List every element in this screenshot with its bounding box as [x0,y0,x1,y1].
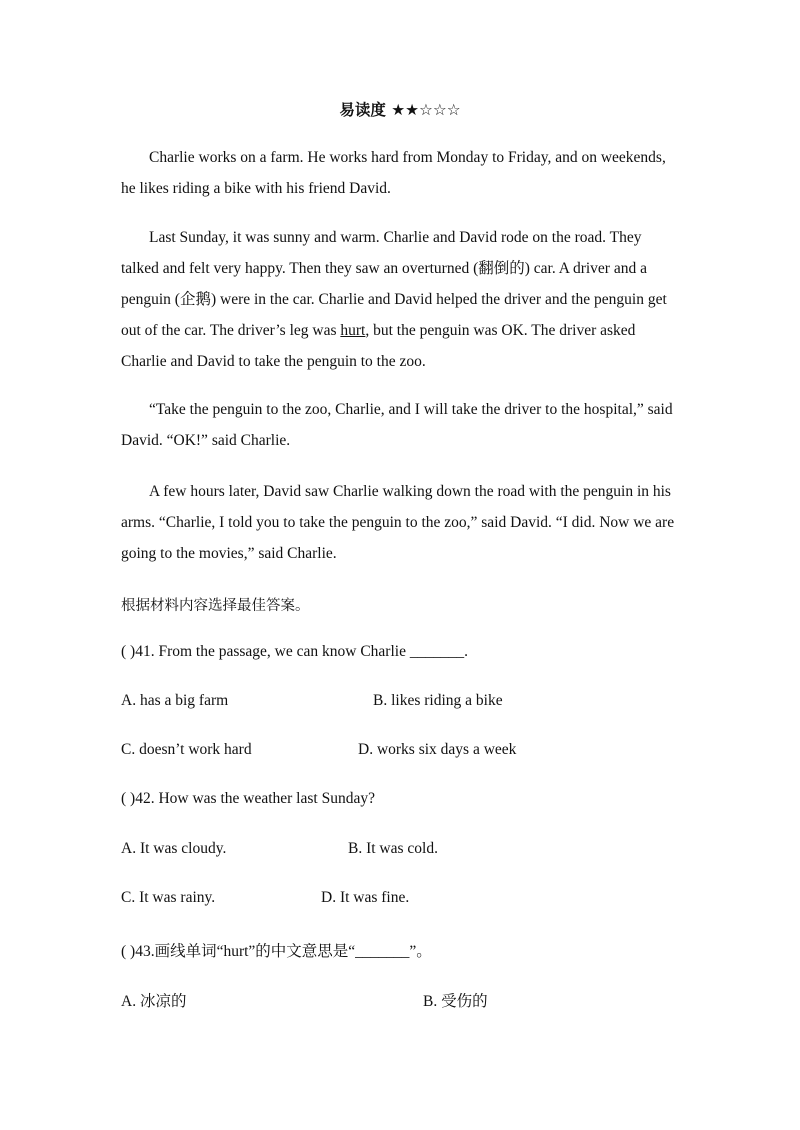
readability-title: 易读度 ★★☆☆☆ [339,101,461,119]
question-43-stem: ( )43.画线单词“hurt”的中文意思是“_______”。 [121,943,432,960]
question-41-option-a[interactable]: A. has a big farm [121,692,229,709]
passage-paragraph-2 [121,222,681,377]
question-43-option-b[interactable]: B. 受伤的 [423,993,488,1010]
question-41-option-c[interactable]: C. doesn’t work hard [121,741,252,758]
instruction-text: 根据材料内容选择最佳答案。 [121,598,310,614]
question-41-stem: ( )41. From the passage, we can know Charlie _______. [121,643,468,660]
question-42-option-c[interactable]: C. It was rainy. [121,889,216,906]
question-41-option-b[interactable]: B. likes riding a bike [373,692,503,709]
passage-paragraph-4 [121,476,681,569]
paragraph-2-text-after: , but the penguin was OK. The driver asked Charlie and David to take the penguin to the zoo. [121,322,636,370]
passage-paragraph-3 [121,394,681,456]
question-41-option-d[interactable]: D. works six days a week [358,741,517,758]
underlined-word-hurt: hurt [340,322,366,339]
question-42-option-b[interactable]: B. It was cold. [348,840,438,857]
question-42-option-a[interactable]: A. It was cloudy. [121,840,227,857]
paragraph-3-text: “Take the penguin to the zoo, Charlie, and I will take the driver to the hospital,” said David. “OK!” said Charlie. [121,401,673,449]
passage-paragraph-1 [121,142,681,204]
question-43-option-a[interactable]: A. 冰凉的 [121,993,187,1010]
paragraph-2-text-before: Last Sunday, it was sunny and warm. Charlie and David rode on the road. They talked and felt very happy. Then they saw an overturned (翻倒的) car. A driver and a penguin (企鹅) were in the car. Charlie and David helped the driver and the penguin get out of the car. The driver’s leg was [121,229,667,339]
question-42-option-d[interactable]: D. It was fine. [321,889,410,906]
question-42-stem: ( )42. How was the weather last Sunday? [121,790,375,807]
paragraph-1-text: Charlie works on a farm. He works hard from Monday to Friday, and on weekends, he likes riding a bike with his friend David. [121,149,666,197]
paragraph-4-text: A few hours later, David saw Charlie walking down the road with the penguin in his arms. “Charlie, I told you to take the penguin to the zoo,” said David. “I did. Now we are going to the movies,” said Charlie. [121,483,675,562]
